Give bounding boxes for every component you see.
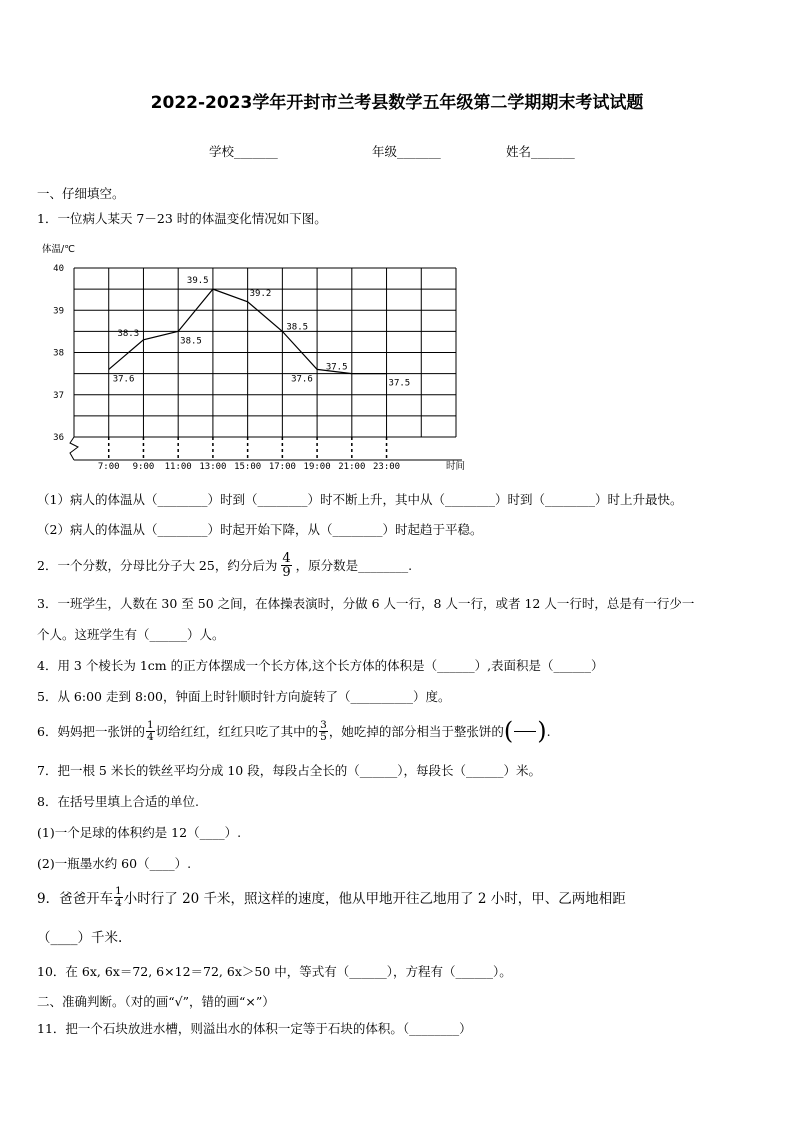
x-tick-label: 23:00 — [372, 462, 401, 472]
fraction-numerator: 4 — [282, 550, 291, 566]
fraction-1-4 — [146, 720, 155, 742]
question-9-line-2: （____）千米. — [37, 930, 123, 946]
x-tick-label: 15:00 — [234, 462, 262, 472]
x-tick-label: 7:00 — [97, 462, 120, 472]
fraction-denominator: 4 — [146, 730, 154, 743]
y-tick-label: 40 — [53, 264, 64, 274]
question-11: 11．把一个石块放进水槽，则溢出水的体积一定等于石块的体积。（________） — [37, 1021, 472, 1036]
question-6-text-d: . — [546, 723, 551, 739]
question-3-line-1: 3．一班学生，人数在 30 至 50 之间，在体操表演时，分做 6 人一行，8 人一行，或者 12 人一行时，总是有一行少一 — [37, 596, 695, 611]
question-9-text-b: 小时行了 20 千米，照这样的速度，他从甲地开往乙地用了 2 小时，甲、乙两地相距 — [123, 891, 626, 907]
page-title: 2022-2023学年开封市兰考县数学五年级第二学期期末考试试题 — [150, 93, 644, 113]
school-field: 学校_______ — [209, 144, 278, 159]
x-tick-label: 13:00 — [199, 462, 227, 472]
section-1-heading: 一、仔细填空。 — [37, 186, 125, 201]
question-6 — [37, 715, 551, 747]
fraction-4-9 — [281, 552, 291, 579]
fraction-numerator: 1 — [146, 719, 154, 731]
y-tick-label: 39 — [53, 306, 64, 317]
data-label: 38.5 — [180, 336, 202, 347]
chart-x-label: 时间 — [446, 461, 466, 472]
question-8-part-1: (1)一个足球的体积约是 12（____）. — [37, 825, 242, 840]
fraction-answer-blank — [514, 731, 536, 732]
answer-bracket-close: ) — [537, 717, 547, 745]
question-6-text-c: ，她吃掉的部分相当于整张饼的 — [328, 724, 504, 739]
question-1-part-1: （1）病人的体温从（________）时到（________）时不断上升，其中从（________）时到（________）时上升最快。 — [37, 492, 683, 507]
x-tick-label: 21:00 — [338, 462, 366, 472]
question-2-text-a: 2．一个分数，分母比分子大 25，约分后为 — [37, 558, 278, 573]
question-1: 1．一位病人某天 7－23 时的体温变化情况如下图。 — [37, 211, 327, 226]
question-8: 8．在括号里填上合适的单位. — [37, 794, 199, 809]
x-tick-label: 17:00 — [268, 462, 296, 472]
question-2-text-b: ，原分数是________. — [295, 558, 413, 573]
data-label: 37.5 — [325, 362, 348, 373]
fraction-denominator: 5 — [320, 730, 327, 743]
question-9-text-a: 9．爸爸开车 — [37, 891, 114, 907]
fraction-3-5 — [319, 720, 328, 742]
data-label: 38.3 — [117, 328, 140, 339]
data-label: 37.6 — [112, 374, 135, 385]
question-2 — [37, 550, 412, 580]
question-7: 7．把一根 5 米长的铁丝平均分成 10 段，每段占全长的（______），每段长（______）米。 — [37, 763, 541, 778]
x-tick-label: 19:00 — [303, 462, 331, 472]
fraction-numerator: 1 — [115, 885, 122, 897]
y-tick-label: 37 — [53, 390, 64, 401]
grade-field: 年级_______ — [372, 144, 441, 159]
axis-break-mark — [70, 437, 78, 460]
y-tick-label: 38 — [53, 348, 64, 359]
question-1-part-2: （2）病人的体温从（________）时起开始下降，从（________）时起趋于平稳。 — [37, 522, 483, 537]
answer-bracket-open: ( — [503, 717, 514, 745]
temperature-chart — [36, 240, 476, 480]
data-label: 39.5 — [186, 276, 209, 287]
question-6-text-b: 切给红红，红红只吃了其中的 — [155, 724, 319, 739]
question-9 — [37, 880, 626, 914]
question-4: 4．用 3 个棱长为 1cm 的正方体摆成一个长方体,这个长方体的体积是（______）,表面积是（______） — [37, 658, 604, 673]
x-tick-label: 9:00 — [132, 462, 155, 472]
data-label: 38.5 — [286, 322, 309, 333]
section-2-heading: 二、准确判断。（对的画“√”，错的画“×”） — [37, 994, 275, 1009]
question-10: 10．在 6x, 6x＝72, 6×12＝72, 6x＞50 中，等式有（______），方程有（______）。 — [37, 964, 512, 979]
data-label: 37.6 — [291, 374, 313, 385]
question-6-text-a: 6．妈妈把一张饼的 — [37, 724, 145, 739]
name-field: 姓名_______ — [506, 144, 575, 159]
chart-y-label: 体温/℃ — [42, 244, 75, 255]
question-3-line-2: 个人。这班学生有（______）人。 — [37, 627, 225, 642]
data-label: 39.2 — [249, 288, 272, 299]
fraction-denominator: 9 — [282, 564, 291, 580]
x-tick-label: 11:00 — [164, 462, 192, 472]
y-tick-label: 36 — [53, 433, 64, 443]
data-label: 37.5 — [388, 378, 411, 389]
question-5: 5．从 6:00 走到 8:00，钟面上时针顺时针方向旋转了（__________）度。 — [37, 689, 451, 704]
fraction-numerator: 3 — [320, 719, 327, 731]
fraction-denominator: 4 — [115, 896, 122, 909]
question-8-part-2: (2)一瓶墨水约 60（____）. — [37, 856, 192, 871]
fraction-1-4-q9 — [114, 886, 123, 908]
